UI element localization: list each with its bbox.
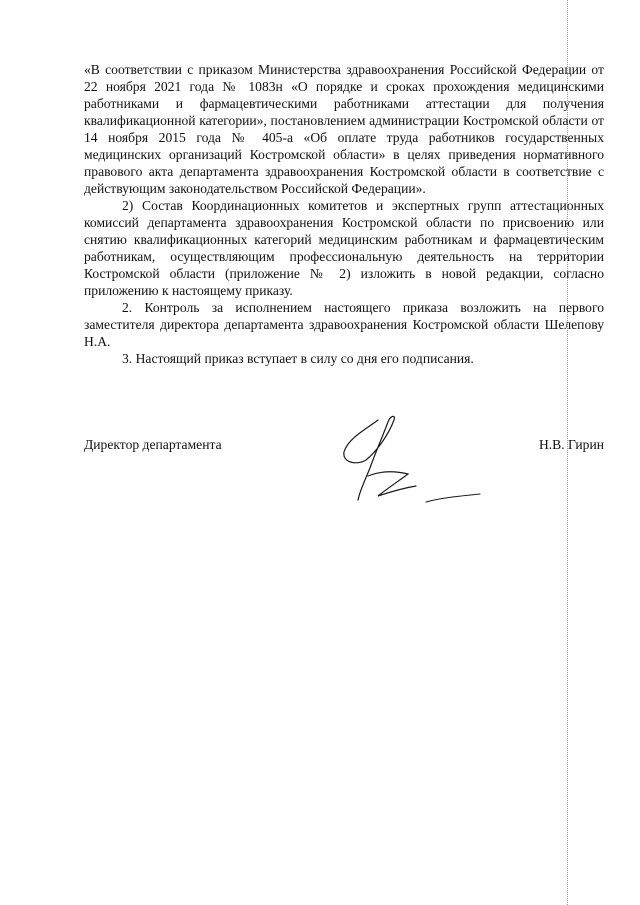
paragraph-preamble: «В соответствии с приказом Министерства здравоохранения Российской Федерации от 22 ноября 2021 года № 1083н «О порядке и сроках прохождения медицинскими работниками и фармацевтическими работниками аттестации для получения квалификационной категории», постановлением администрации Костромской области от 14 ноября 2015 года № 405-а «Об оплате труда работников государственных медицинских организаций Костромской области» в целях приведения нормативного правового акта департамента здравоохранения Костромской области в соответствие с действующим законодательством Российской Федерации». xyxy=(84,62,604,196)
paragraph-item-2-control: 2. Контроль за исполнением настоящего приказа возложить на первого заместителя директора департамента здравоохранения Костромской области Шелепову Н.А. xyxy=(84,300,604,349)
paragraph-item-2-composition: 2) Состав Координационных комитетов и экспертных групп аттестационных комиссий департамента здравоохранения Костромской области по присвоению или снятию квалификационных категорий медицинским работникам и фармацевтическим работникам, осуществляющим профессиональную деятельность на территории Костромской области (приложение № 2) изложить в новой редакции, согласно приложению к настоящему приказу. xyxy=(84,198,604,298)
signatory-title: Директор департамента xyxy=(84,437,222,452)
paragraph-item-3-effect: 3. Настоящий приказ вступает в силу со дня его подписания. xyxy=(122,351,474,366)
handwritten-signature xyxy=(330,408,490,518)
document-body xyxy=(84,61,604,367)
signatory-name: Н.В. Гирин xyxy=(538,437,604,452)
